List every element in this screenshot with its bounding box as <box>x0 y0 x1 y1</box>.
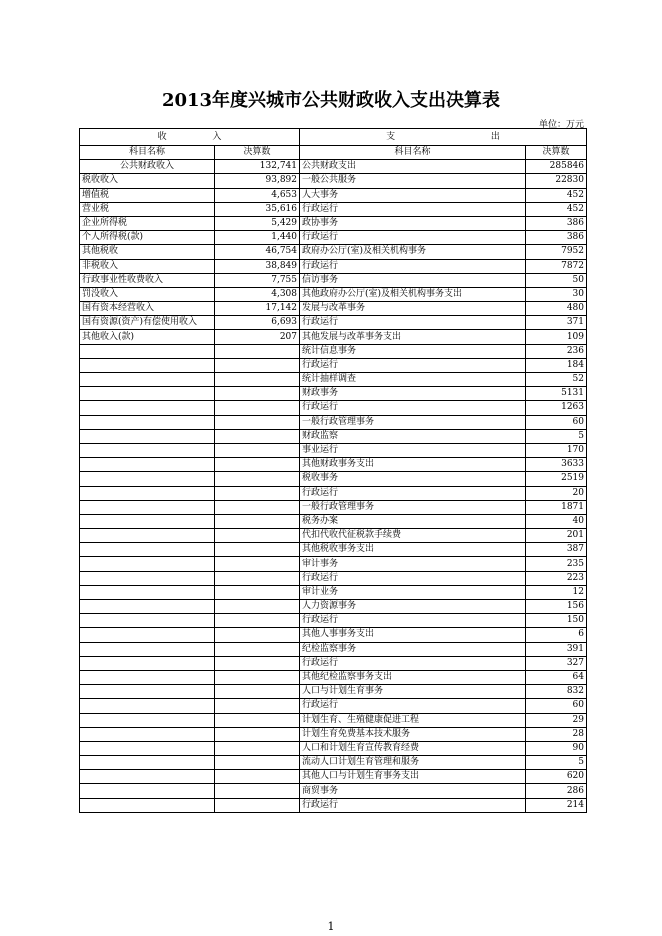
income-amount-column-header: 决算数 <box>215 146 300 160</box>
expense-item-name: 审计业务 <box>300 585 526 599</box>
expense-item-name: 税务办案 <box>300 514 526 528</box>
expense-item-name: 商贸事务 <box>300 784 526 798</box>
expense-item-name: 其他财政事务支出 <box>300 458 526 472</box>
table-row <box>80 756 587 770</box>
table-row <box>80 557 587 571</box>
income-item-name <box>80 727 215 741</box>
expense-item-name: 人口与计划生育事务 <box>300 685 526 699</box>
expense-item-amount: 64 <box>526 670 587 684</box>
income-item-name <box>80 557 215 571</box>
table-row <box>80 500 587 514</box>
income-item-name <box>80 614 215 628</box>
table-row <box>80 273 587 287</box>
income-item-name <box>80 642 215 656</box>
expense-item-name: 人大事务 <box>300 188 526 202</box>
expense-section-char-2: 出 <box>490 131 500 142</box>
expense-item-amount: 7952 <box>526 245 587 259</box>
expense-item-amount: 5 <box>526 429 587 443</box>
table-row <box>80 656 587 670</box>
expense-item-name: 审计事务 <box>300 557 526 571</box>
expense-item-name: 行政运行 <box>300 316 526 330</box>
expense-item-amount: 285846 <box>526 160 587 174</box>
table-row <box>80 770 587 784</box>
table-row <box>80 628 587 642</box>
income-item-amount <box>215 770 300 784</box>
expense-item-amount: 236 <box>526 344 587 358</box>
income-item-amount: 4,308 <box>215 287 300 301</box>
income-section-char-2: 入 <box>212 131 222 142</box>
expense-item-name: 财政监察 <box>300 429 526 443</box>
table-row <box>80 571 587 585</box>
expense-item-amount: 386 <box>526 231 587 245</box>
income-item-name: 其他税收 <box>80 245 215 259</box>
income-item-name: 行政事业性收费收入 <box>80 273 215 287</box>
income-item-amount <box>215 543 300 557</box>
expense-item-amount: 7872 <box>526 259 587 273</box>
expense-item-amount: 387 <box>526 543 587 557</box>
unit-label: 单位：万元 <box>538 120 584 130</box>
income-item-name <box>80 784 215 798</box>
income-item-name <box>80 628 215 642</box>
expense-item-amount: 223 <box>526 571 587 585</box>
income-item-amount: 17,142 <box>215 302 300 316</box>
income-item-name: 公共财政收入 <box>80 160 215 174</box>
income-item-amount <box>215 557 300 571</box>
table-row <box>80 259 587 273</box>
income-item-name <box>80 358 215 372</box>
expense-item-name: 税收事务 <box>300 472 526 486</box>
income-item-amount <box>215 529 300 543</box>
income-item-name <box>80 387 215 401</box>
table-row <box>80 543 587 557</box>
table-row <box>80 614 587 628</box>
expense-item-amount: 28 <box>526 727 587 741</box>
expense-item-name: 一般行政管理事务 <box>300 500 526 514</box>
expense-item-name: 纪检监察事务 <box>300 642 526 656</box>
income-item-name: 增值税 <box>80 188 215 202</box>
expense-item-amount: 156 <box>526 600 587 614</box>
expense-item-amount: 150 <box>526 614 587 628</box>
expense-item-name: 其他税收事务支出 <box>300 543 526 557</box>
income-item-name: 其他收入(款) <box>80 330 215 344</box>
income-name-column-header: 科目名称 <box>80 146 215 160</box>
income-item-name <box>80 741 215 755</box>
expense-item-name: 统计抽样调查 <box>300 373 526 387</box>
expense-item-name: 流动人口计划生育管理和服务 <box>300 756 526 770</box>
expense-item-amount: 452 <box>526 202 587 216</box>
table-row <box>80 699 587 713</box>
income-item-amount <box>215 443 300 457</box>
income-item-name <box>80 770 215 784</box>
income-item-amount <box>215 727 300 741</box>
expense-item-name: 行政运行 <box>300 358 526 372</box>
table-row <box>80 642 587 656</box>
table-row <box>80 202 587 216</box>
income-item-amount <box>215 472 300 486</box>
expense-item-name: 行政运行 <box>300 259 526 273</box>
income-item-amount <box>215 685 300 699</box>
income-item-name <box>80 571 215 585</box>
income-item-name <box>80 756 215 770</box>
expense-item-amount: 50 <box>526 273 587 287</box>
expense-item-amount: 60 <box>526 699 587 713</box>
income-item-amount <box>215 614 300 628</box>
expense-section-header <box>300 129 587 146</box>
expense-item-amount: 109 <box>526 330 587 344</box>
income-item-amount <box>215 401 300 415</box>
section-header-row <box>80 129 587 146</box>
expense-item-amount: 40 <box>526 514 587 528</box>
income-item-name: 罚没收入 <box>80 287 215 301</box>
expense-item-name: 计划生育、生殖健康促进工程 <box>300 713 526 727</box>
income-section-char-1: 收 <box>157 131 167 142</box>
table-row <box>80 231 587 245</box>
table-row <box>80 287 587 301</box>
income-item-name <box>80 458 215 472</box>
income-item-amount <box>215 713 300 727</box>
income-item-name <box>80 543 215 557</box>
income-item-name <box>80 514 215 528</box>
income-item-amount: 132,741 <box>215 160 300 174</box>
expense-item-amount: 620 <box>526 770 587 784</box>
income-item-name <box>80 401 215 415</box>
income-item-amount <box>215 585 300 599</box>
income-item-amount <box>215 670 300 684</box>
expense-item-amount: 1263 <box>526 401 587 415</box>
expense-item-name: 财政事务 <box>300 387 526 401</box>
expense-item-amount: 170 <box>526 443 587 457</box>
expense-item-name: 行政运行 <box>300 614 526 628</box>
expense-item-name: 信访事务 <box>300 273 526 287</box>
income-item-name <box>80 486 215 500</box>
expense-item-amount: 30 <box>526 287 587 301</box>
expense-item-amount: 327 <box>526 656 587 670</box>
table-row <box>80 401 587 415</box>
expense-item-name: 其他纪检监察事务支出 <box>300 670 526 684</box>
expense-item-amount: 201 <box>526 529 587 543</box>
income-item-amount: 207 <box>215 330 300 344</box>
income-item-name <box>80 344 215 358</box>
table-row <box>80 373 587 387</box>
income-item-amount: 46,754 <box>215 245 300 259</box>
expense-item-amount: 12 <box>526 585 587 599</box>
expense-item-amount: 371 <box>526 316 587 330</box>
income-item-name <box>80 656 215 670</box>
income-item-amount <box>215 756 300 770</box>
expense-name-column-header: 科目名称 <box>300 146 526 160</box>
expense-item-name: 事业运行 <box>300 443 526 457</box>
income-item-name: 非税收入 <box>80 259 215 273</box>
expense-item-name: 行政运行 <box>300 656 526 670</box>
income-section-header <box>80 129 300 146</box>
expense-section-char-1: 支 <box>386 131 396 142</box>
expense-item-amount: 20 <box>526 486 587 500</box>
income-item-amount <box>215 373 300 387</box>
table-row <box>80 727 587 741</box>
table-row <box>80 344 587 358</box>
income-item-amount <box>215 514 300 528</box>
table-row <box>80 429 587 443</box>
income-item-amount <box>215 486 300 500</box>
expense-item-amount: 286 <box>526 784 587 798</box>
table-row <box>80 188 587 202</box>
table-row <box>80 798 587 812</box>
income-item-amount: 38,849 <box>215 259 300 273</box>
expense-item-amount: 391 <box>526 642 587 656</box>
expense-item-amount: 452 <box>526 188 587 202</box>
income-item-name <box>80 585 215 599</box>
income-item-amount: 6,693 <box>215 316 300 330</box>
expense-item-amount: 60 <box>526 415 587 429</box>
expense-item-name: 统计信息事务 <box>300 344 526 358</box>
expense-item-name: 其他政府办公厅(室)及相关机构事务支出 <box>300 287 526 301</box>
expense-item-name: 一般公共服务 <box>300 174 526 188</box>
income-item-amount: 7,755 <box>215 273 300 287</box>
expense-item-amount: 2519 <box>526 472 587 486</box>
income-item-name: 国有资源(资产)有偿使用收入 <box>80 316 215 330</box>
expense-item-amount: 184 <box>526 358 587 372</box>
income-item-name <box>80 713 215 727</box>
expense-item-amount: 52 <box>526 373 587 387</box>
income-item-name <box>80 373 215 387</box>
table-row <box>80 415 587 429</box>
income-item-amount: 4,653 <box>215 188 300 202</box>
table-row <box>80 486 587 500</box>
table-row <box>80 174 587 188</box>
income-item-name <box>80 600 215 614</box>
expense-item-name: 代扣代收代征税款手续费 <box>300 529 526 543</box>
income-item-amount <box>215 798 300 812</box>
table-row <box>80 330 587 344</box>
table-row <box>80 458 587 472</box>
income-item-amount <box>215 571 300 585</box>
income-item-name: 企业所得税 <box>80 216 215 230</box>
table-row <box>80 302 587 316</box>
table-row <box>80 216 587 230</box>
table-row <box>80 784 587 798</box>
expense-item-amount: 214 <box>526 798 587 812</box>
expense-item-name: 其他人口与计划生育事务支出 <box>300 770 526 784</box>
expense-item-amount: 480 <box>526 302 587 316</box>
income-item-amount <box>215 741 300 755</box>
income-item-name <box>80 798 215 812</box>
expense-item-amount: 386 <box>526 216 587 230</box>
expense-item-amount: 832 <box>526 685 587 699</box>
income-item-name <box>80 500 215 514</box>
expense-item-amount: 1871 <box>526 500 587 514</box>
income-item-amount: 35,616 <box>215 202 300 216</box>
expense-item-name: 政府办公厅(室)及相关机构事务 <box>300 245 526 259</box>
income-item-amount <box>215 600 300 614</box>
expense-item-name: 政协事务 <box>300 216 526 230</box>
expense-item-name: 行政运行 <box>300 699 526 713</box>
budget-rows <box>80 160 587 813</box>
income-item-name <box>80 472 215 486</box>
expense-item-name: 发展与改革事务 <box>300 302 526 316</box>
table-row <box>80 443 587 457</box>
income-item-amount <box>215 784 300 798</box>
income-item-name <box>80 670 215 684</box>
expense-item-name: 行政运行 <box>300 571 526 585</box>
table-row <box>80 245 587 259</box>
income-item-name <box>80 685 215 699</box>
table-row <box>80 713 587 727</box>
income-item-name: 营业税 <box>80 202 215 216</box>
table-row <box>80 585 587 599</box>
expense-item-name: 公共财政支出 <box>300 160 526 174</box>
expense-item-name: 人口和计划生育宣传教育经费 <box>300 741 526 755</box>
expense-item-name: 其他发展与改革事务支出 <box>300 330 526 344</box>
income-item-amount <box>215 699 300 713</box>
table-row <box>80 160 587 174</box>
table-row <box>80 387 587 401</box>
expense-item-name: 行政运行 <box>300 486 526 500</box>
table-row <box>80 514 587 528</box>
table-row <box>80 600 587 614</box>
income-item-amount: 1,440 <box>215 231 300 245</box>
income-item-amount <box>215 500 300 514</box>
income-item-name <box>80 415 215 429</box>
budget-table <box>79 128 587 813</box>
table-row <box>80 316 587 330</box>
expense-item-amount: 29 <box>526 713 587 727</box>
income-item-name <box>80 429 215 443</box>
expense-item-amount: 5131 <box>526 387 587 401</box>
expense-item-name: 行政运行 <box>300 798 526 812</box>
table-row <box>80 529 587 543</box>
expense-item-amount: 235 <box>526 557 587 571</box>
income-item-name: 国有资本经营收入 <box>80 302 215 316</box>
income-item-amount <box>215 628 300 642</box>
income-item-amount <box>215 642 300 656</box>
expense-item-name: 人力资源事务 <box>300 600 526 614</box>
expense-item-name: 一般行政管理事务 <box>300 415 526 429</box>
income-item-amount: 5,429 <box>215 216 300 230</box>
income-item-name: 个人所得税(款) <box>80 231 215 245</box>
expense-item-amount: 6 <box>526 628 587 642</box>
expense-amount-column-header: 决算数 <box>526 146 587 160</box>
expense-item-name: 行政运行 <box>300 202 526 216</box>
income-item-amount <box>215 429 300 443</box>
expense-item-name: 其他人事事务支出 <box>300 628 526 642</box>
income-item-amount: 93,892 <box>215 174 300 188</box>
expense-item-amount: 3633 <box>526 458 587 472</box>
table-row <box>80 472 587 486</box>
income-item-amount <box>215 358 300 372</box>
expense-item-amount: 90 <box>526 741 587 755</box>
expense-item-amount: 22830 <box>526 174 587 188</box>
income-item-name: 税收收入 <box>80 174 215 188</box>
expense-item-name: 行政运行 <box>300 401 526 415</box>
income-item-amount <box>215 344 300 358</box>
income-item-amount <box>215 387 300 401</box>
expense-item-name: 行政运行 <box>300 231 526 245</box>
expense-item-amount: 5 <box>526 756 587 770</box>
table-row <box>80 741 587 755</box>
income-item-amount <box>215 415 300 429</box>
table-row <box>80 685 587 699</box>
table-row <box>80 358 587 372</box>
income-item-name <box>80 529 215 543</box>
column-header-row <box>80 146 587 160</box>
page-title: 2013年度兴城市公共财政收入支出决算表 <box>161 90 501 111</box>
page-number: 1 <box>327 920 335 933</box>
income-item-amount <box>215 656 300 670</box>
table-row <box>80 670 587 684</box>
income-item-amount <box>215 458 300 472</box>
income-item-name <box>80 699 215 713</box>
income-item-name <box>80 443 215 457</box>
expense-item-name: 计划生育免费基本技术服务 <box>300 727 526 741</box>
